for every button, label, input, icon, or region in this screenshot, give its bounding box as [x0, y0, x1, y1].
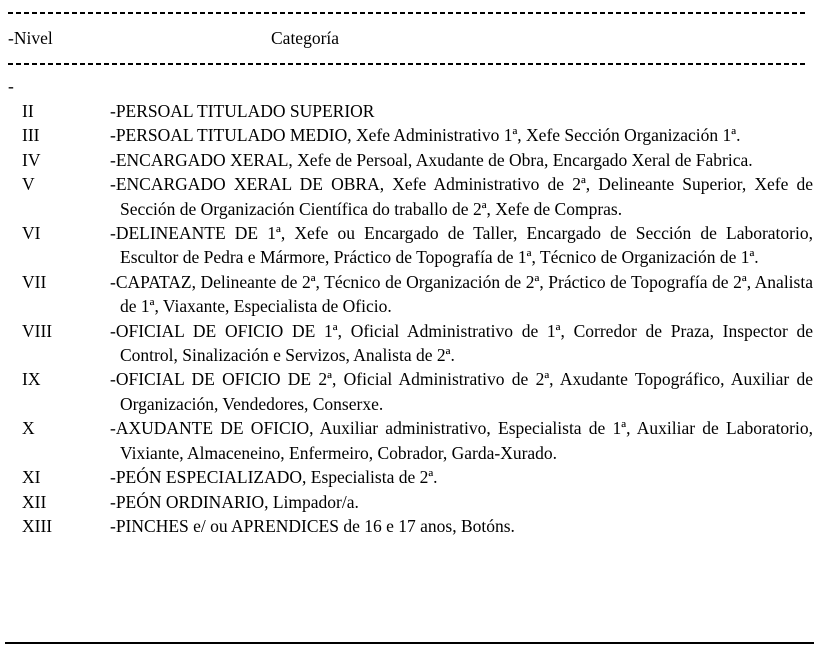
- category-text: -PINCHES e/ ou APRENDICES de 16 e 17 anos, Botóns.: [110, 515, 515, 536]
- category-text: -CAPATAZ, Delineante de 2ª, Técnico de Organización de 2ª, Práctico de Topografía de 2ª, Analista de 1ª, Viaxante, Especialista de Oficio.: [110, 271, 813, 317]
- level-label: II: [22, 101, 34, 121]
- category-text: -PEÓN ORDINARIO, Limpador/a.: [110, 491, 359, 512]
- category-text: -ENCARGADO XERAL, Xefe de Persoal, Axudante de Obra, Encargado Xeral de Fabrica.: [110, 149, 753, 170]
- table-row: [0, 465, 831, 489]
- level-label: VIII: [22, 320, 53, 341]
- bottom-rule: [5, 642, 814, 644]
- category-text: -DELINEANTE DE 1ª, Xefe ou Encargado de Taller, Encargado de Sección de Laboratorio, Escultor de Pedra e Mármore, Práctico de Topografía de 1ª, Técnico de Organización de 1ª.: [110, 223, 813, 268]
- table-row: [0, 123, 831, 147]
- level-label: XIII: [22, 515, 53, 536]
- level-label: XII: [22, 491, 47, 512]
- lone-dash: -: [8, 76, 14, 96]
- level-label: IV: [22, 149, 41, 170]
- category-text: -OFICIAL DE OFICIO DE 1ª, Oficial Administrativo de 1ª, Corredor de Praza, Inspector de Control, Sinalización e Servizos, Analista de 2ª.: [110, 320, 813, 366]
- table-row: [0, 148, 831, 172]
- category-text: -PEÓN ESPECIALIZADO, Especialista de 2ª.: [110, 467, 438, 488]
- category-text: -OFICIAL DE OFICIO DE 2ª, Oficial Administrativo de 2ª, Axudante Topográfico, Auxiliar de Organización, Vendedores, Conserxe.: [110, 369, 813, 414]
- table-row: [0, 319, 831, 368]
- level-label: IX: [22, 369, 41, 390]
- level-label: X: [22, 418, 35, 439]
- category-text: -PERSOAL TITULADO MEDIO, Xefe Administrativo 1ª, Xefe Sección Organización 1ª.: [110, 125, 741, 146]
- header-categoria: Categoría: [271, 28, 340, 48]
- level-label: VI: [22, 223, 41, 244]
- dashed-rule-top: [8, 12, 808, 14]
- category-text: -PERSOAL TITULADO SUPERIOR: [110, 101, 375, 121]
- category-text: -ENCARGADO XERAL DE OBRA, Xefe Administrativo de 2ª, Delineante Superior, Xefe de Sección de Organización Científica do traballo de 2ª, Xefe de Compras.: [110, 174, 813, 219]
- table-row: [0, 172, 831, 221]
- table-row: [0, 99, 831, 123]
- header-nivel: -Nivel: [8, 28, 53, 48]
- table-row: [0, 490, 831, 514]
- level-label: V: [22, 174, 35, 195]
- table-row: [0, 221, 831, 270]
- level-label: III: [22, 125, 40, 146]
- dashed-rule-header: [8, 63, 808, 65]
- level-label: VII: [22, 271, 47, 292]
- category-text: -AXUDANTE DE OFICIO, Auxiliar administrativo, Especialista de 1ª, Auxiliar de Laboratorio, Vixiante, Almaceneino, Enfermeiro, Cobrador, Garda-Xurado.: [110, 418, 813, 463]
- category-table: [0, 99, 831, 538]
- table-row: [0, 367, 831, 416]
- level-label: XI: [22, 467, 41, 488]
- table-row: [0, 416, 831, 465]
- table-row: [0, 514, 831, 538]
- table-row: [0, 270, 831, 319]
